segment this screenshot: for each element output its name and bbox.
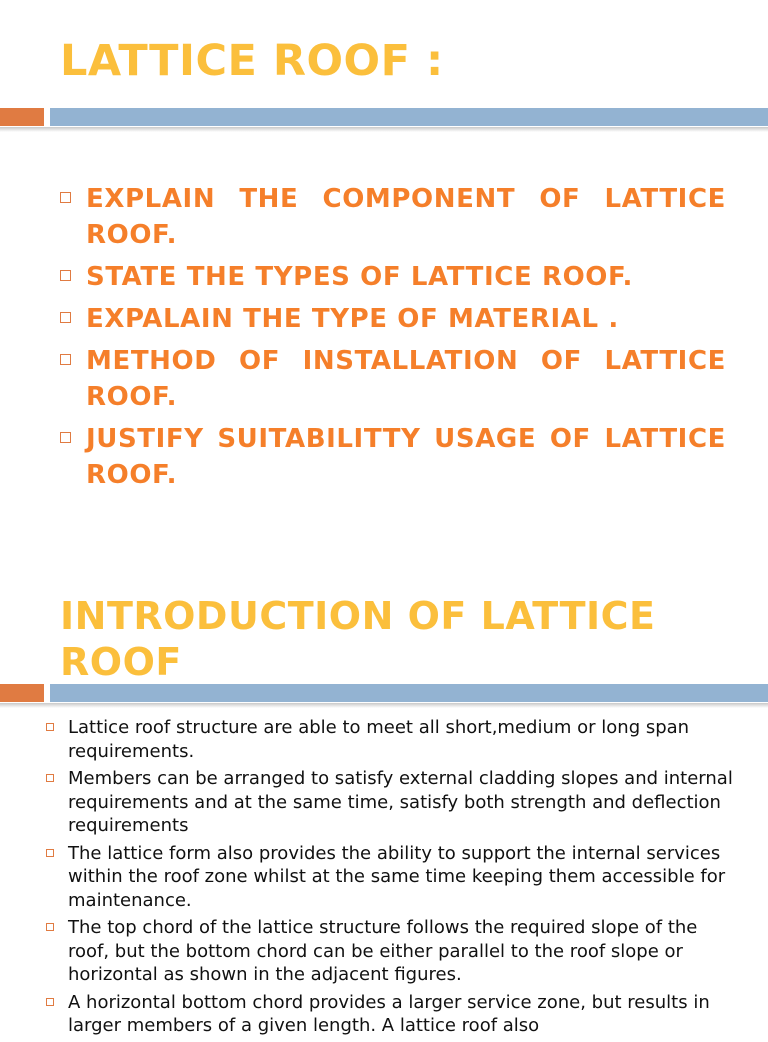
title-divider-bar bbox=[0, 682, 768, 708]
divider-accent-blue bbox=[50, 684, 768, 702]
slide-introduction bbox=[0, 570, 768, 1036]
list-item-text: EXPLAIN THE COMPONENT OF LATTICE ROOF. bbox=[86, 184, 726, 250]
objectives-list bbox=[60, 181, 726, 493]
list-item-text: A horizontal bottom chord provides a larger service zone, but results in larger members of a given length. A lattice roof also bbox=[68, 991, 710, 1036]
divider-shadow bbox=[0, 703, 768, 708]
list-item bbox=[46, 842, 736, 913]
list-item-text: The top chord of the lattice structure follows the required slope of the roof, but the bottom chord can be either parallel to the roof slope or horizontal as shown in the adjacent figures. bbox=[68, 917, 698, 985]
hollow-square-bullet-icon bbox=[60, 354, 71, 365]
list-item-text: METHOD OF INSTALLATION OF LATTICE ROOF. bbox=[86, 346, 726, 412]
slide-title-line: INTRODUCTION OF LATTICE bbox=[60, 594, 656, 638]
list-item-text: STATE THE TYPES OF LATTICE ROOF. bbox=[86, 262, 634, 292]
list-item bbox=[60, 259, 726, 295]
hollow-square-bullet-icon bbox=[60, 432, 71, 443]
introduction-bullet-list bbox=[46, 716, 736, 1042]
list-item-text: Members can be arranged to satisfy external cladding slopes and internal requirements and at the same time, satisfy both strength and deflection requirements bbox=[68, 768, 733, 836]
list-item-text: EXPALAIN THE TYPE OF MATERIAL . bbox=[86, 304, 619, 334]
hollow-square-bullet-icon bbox=[60, 192, 71, 203]
list-item-text: Lattice roof structure are able to meet all short,medium or long span requirements. bbox=[68, 717, 690, 762]
list-item bbox=[60, 343, 726, 415]
list-item bbox=[46, 916, 736, 987]
divider-accent-blue bbox=[50, 108, 768, 126]
list-item bbox=[60, 421, 726, 493]
hollow-square-bullet-icon bbox=[46, 774, 54, 782]
list-item bbox=[46, 767, 736, 838]
hollow-square-bullet-icon bbox=[46, 723, 54, 731]
list-item-text: The lattice form also provides the ability to support the internal services within the roof zone whilst at the same time keeping them accessible for maintenance. bbox=[68, 842, 726, 911]
list-item bbox=[60, 181, 726, 253]
title-divider-bar bbox=[0, 106, 768, 132]
list-item bbox=[46, 716, 736, 763]
slide-title bbox=[60, 594, 655, 685]
hollow-square-bullet-icon bbox=[46, 923, 54, 931]
divider-accent-orange bbox=[0, 684, 44, 702]
hollow-square-bullet-icon bbox=[46, 849, 54, 857]
divider-accent-orange bbox=[0, 108, 44, 126]
slide-title-line: ROOF bbox=[60, 639, 182, 684]
list-item-text: JUSTIFY SUITABILITTY USAGE OF LATTICE ROOF. bbox=[86, 424, 726, 490]
list-item bbox=[60, 301, 726, 337]
hollow-square-bullet-icon bbox=[46, 998, 54, 1006]
list-item bbox=[46, 991, 736, 1038]
slide-title: LATTICE ROOF : bbox=[60, 36, 444, 86]
hollow-square-bullet-icon bbox=[60, 270, 71, 281]
divider-shadow bbox=[0, 127, 768, 132]
hollow-square-bullet-icon bbox=[60, 312, 71, 323]
